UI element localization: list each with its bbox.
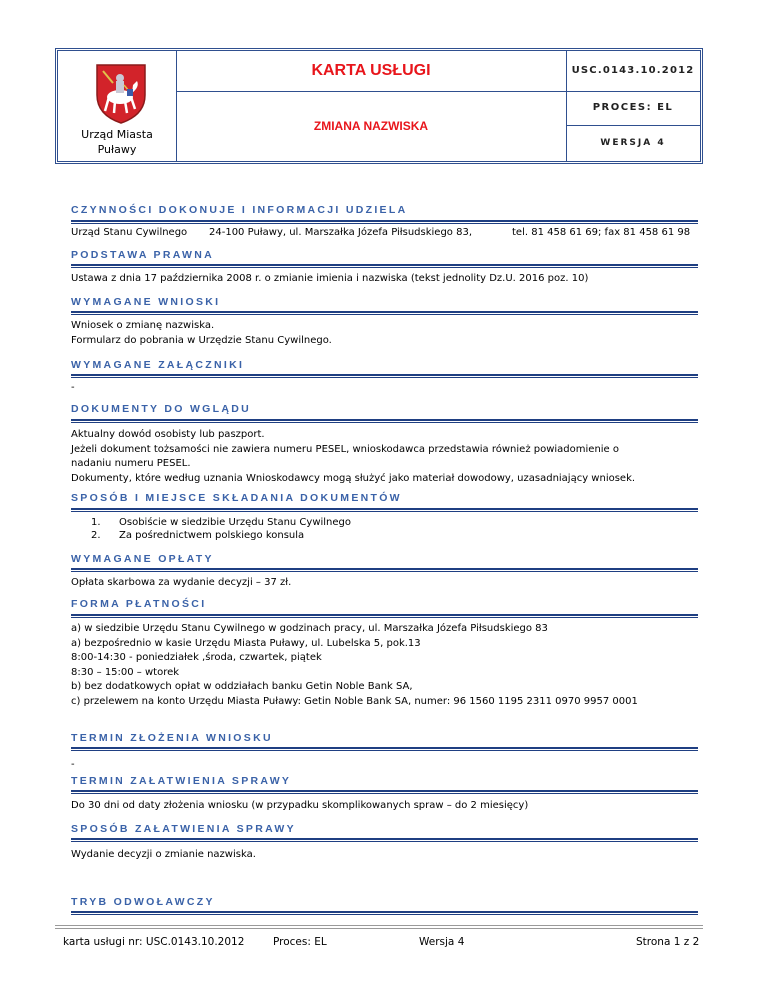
section-rule	[71, 747, 698, 751]
office-name	[58, 127, 176, 157]
card-code: USC.0143.10.2012	[566, 51, 700, 92]
section-rule	[71, 568, 698, 572]
footer-process: Proces: EL	[273, 936, 327, 948]
section-rule	[71, 911, 698, 915]
section-title-processing-time: TERMIN ZAŁATWIENIA SPRAWY	[71, 775, 292, 787]
section-title-required-attachments: WYMAGANE ZAŁĄCZNIKI	[71, 359, 245, 371]
list-text: Osobiście w siedzibie Urzędu Stanu Cywilnego	[119, 517, 352, 528]
section-rule	[71, 790, 698, 794]
section-rule	[71, 508, 698, 512]
text-line: Dokumenty, które według uznania Wnioskodawcy mogą służyć jako materiał dowodowy, uzasadniający wniosek.	[71, 472, 636, 484]
section-title-submission-deadline: TERMIN ZŁOŻENIA WNIOSKU	[71, 732, 273, 744]
section-title-documents-to-view: DOKUMENTY DO WGLĄDU	[71, 403, 251, 415]
required-attachments-text: -	[71, 382, 75, 393]
footer-rule	[55, 925, 703, 929]
section-rule	[71, 419, 698, 423]
payment-methods-text	[71, 622, 698, 709]
section-rule	[71, 838, 698, 842]
section-rule	[71, 264, 698, 268]
section-rule	[71, 311, 698, 315]
text-line: Jeżeli dokument tożsamości nie zawiera numeru PESEL, wnioskodawca przedstawia również powiadomienie o	[71, 443, 620, 455]
text-line: a) bezpośrednio w kasie Urzędu Miasta Puławy, ul. Lubelska 5, pok.13	[71, 637, 421, 649]
card-title: KARTA USŁUGI	[176, 51, 567, 92]
process-label: PROCES: EL	[566, 91, 700, 126]
text-line: 8:00-14:30 - poniedziałek ,środa, czwartek, piątek	[71, 652, 322, 663]
office-name-line2: Puławy	[97, 143, 137, 156]
legal-basis-text: Ustawa z dnia 17 października 2008 r. o zmianie imienia i nazwiska (tekst jednolity Dz.U. 2016 poz. 10)	[71, 273, 589, 284]
footer-card-number: karta usługi nr: USC.0143.10.2012	[63, 936, 245, 948]
text-line: Wniosek o zmianę nazwiska.	[71, 320, 215, 331]
text-line: c) przelewem na konto Urzędu Miasta Puławy: Getin Noble Bank SA, numer: 96 1560 1195 2311 0970 9957 0001	[71, 695, 638, 707]
section-title-contact: CZYNNOŚCI DOKONUJE I INFORMACJI UDZIELA	[71, 204, 408, 216]
contact-office: Urząd Stanu Cywilnego	[71, 227, 188, 238]
coat-of-arms-icon	[93, 61, 149, 125]
submission-deadline-text: -	[71, 759, 75, 770]
section-title-appeal: TRYB ODWOŁAWCZY	[71, 896, 215, 908]
resolution-text: Wydanie decyzji o zmianie nazwiska.	[71, 849, 256, 860]
text-line: Aktualny dowód osobisty lub paszport.	[71, 429, 265, 440]
section-title-fees: WYMAGANE OPŁATY	[71, 553, 214, 565]
fees-text: Opłata skarbowa za wydanie decyzji – 37 zł.	[71, 577, 292, 588]
text-line: nadaniu numeru PESEL.	[71, 458, 191, 469]
text-line: b) bez dodatkowych opłat w oddziałach banku Getin Noble Bank SA,	[71, 681, 413, 692]
section-title-required-applications: WYMAGANE WNIOSKI	[71, 296, 221, 308]
list-number: 1.	[91, 517, 101, 528]
list-item	[71, 516, 698, 529]
submission-list	[71, 516, 698, 542]
section-title-submission: SPOSÓB I MIEJSCE SKŁADANIA DOKUMENTÓW	[71, 492, 402, 504]
office-cell	[58, 51, 177, 161]
text-line: a) w siedzibie Urzędu Stanu Cywilnego w godzinach pracy, ul. Marszałka Józefa Piłsudskiego 83	[71, 623, 548, 634]
text-line: 8:30 – 15:00 – wtorek	[71, 666, 180, 678]
header-box	[55, 48, 703, 164]
text-line: Formularz do pobrania w Urzędzie Stanu Cywilnego.	[71, 334, 332, 346]
documents-to-view-text	[71, 428, 698, 486]
list-text: Za pośrednictwem polskiego konsula	[119, 530, 305, 541]
section-title-resolution: SPOSÓB ZAŁATWIENIA SPRAWY	[71, 823, 296, 835]
section-title-payment-methods: FORMA PŁATNOŚCI	[71, 598, 207, 610]
required-applications-text	[71, 319, 698, 348]
contact-phone: tel. 81 458 61 69; fax 81 458 61 98	[512, 227, 691, 238]
version-label: WERSJA 4	[600, 138, 666, 148]
contact-address: 24-100 Puławy, ul. Marszałka Józefa Piłsudskiego 83,	[209, 227, 473, 238]
office-name-line1: Urząd Miasta	[81, 128, 153, 141]
footer-version: Wersja 4	[419, 936, 465, 948]
list-number: 2.	[91, 530, 101, 541]
footer-page-number: Strona 1 z 2	[636, 936, 700, 948]
list-item	[71, 529, 698, 542]
section-title-legal-basis: PODSTAWA PRAWNA	[71, 249, 215, 261]
processing-time-text: Do 30 dni od daty złożenia wniosku (w przypadku skomplikowanych spraw – do 2 miesięcy)	[71, 800, 529, 811]
section-rule	[71, 614, 698, 618]
section-rule	[71, 220, 698, 224]
section-rule	[71, 374, 698, 378]
service-name: ZMIANA NAZWISKA	[176, 91, 567, 161]
